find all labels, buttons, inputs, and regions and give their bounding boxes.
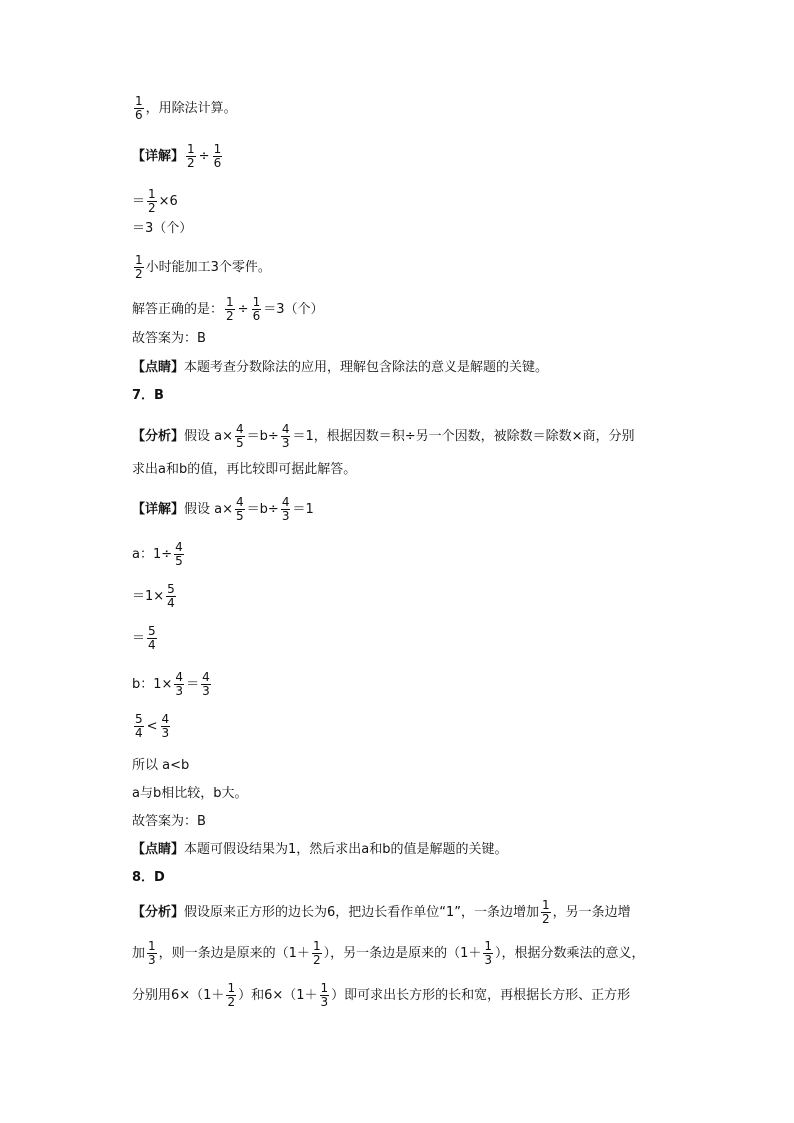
- fraction: $\frac{1}{2}$: [227, 981, 236, 1009]
- fraction: $\frac{4}{3}$: [202, 670, 210, 698]
- q7-analysis-line2: 求出a和b的值，再比较即可据此解答。: [132, 462, 357, 477]
- fraction: $\frac{4}{3}$: [175, 670, 184, 698]
- q8-title: 8．D: [132, 870, 165, 885]
- fraction: $\frac{1}{3}$: [148, 939, 156, 967]
- q8-analysis-line1: 【分析】 假设原来正方形的边长为6，把边长看作单位“1”，一条边增加 $\frac{1}{2}$ ，另一条边增: [132, 898, 631, 926]
- fraction: $\frac{4}{3}$: [281, 495, 290, 523]
- q7-a-step-3: ＝ $\frac{5}{4}$: [132, 624, 156, 652]
- fraction: $\frac{1}{2}$: [542, 898, 550, 926]
- q6-correct-line: 解答正确的是： $\frac{1}{2}$ ÷ $\frac{1}{6}$ ＝3（个）: [132, 295, 324, 323]
- fraction: $\frac{1}{3}$: [484, 939, 492, 967]
- q7-b-step: b：1× $\frac{4}{3}$ ＝ $\frac{4}{3}$: [132, 670, 210, 698]
- q8-analysis-line2: 加 $\frac{1}{3}$ ，则一条边是原来的（1＋ $\frac{1}{2}$ ），另一条边是原来的（1＋ $\frac{1}{3}$ ），根据分数乘法的意义，: [132, 939, 645, 967]
- q7-compare-fractions: $\frac{5}{4}$ < $\frac{4}{3}$: [135, 712, 170, 740]
- fraction: $\frac{5}{4}$: [167, 582, 175, 610]
- fraction: $\frac{1}{3}$: [320, 981, 329, 1009]
- q7-a-step-2: ＝1× $\frac{5}{4}$: [132, 582, 175, 610]
- q6-step-2: ＝3（个）: [132, 221, 193, 236]
- q7-comment: 【点睛】 本题可假设结果为1，然后求出a和b的值是解题的关键。: [132, 842, 508, 857]
- fraction: $\frac{1}{6}$: [135, 94, 143, 122]
- fraction: $\frac{1}{6}$: [252, 295, 261, 323]
- q6-comment: 【点睛】 本题考查分数除法的应用，理解包含除法的意义是解题的关键。: [132, 360, 549, 375]
- q7-so: 所以 a<b: [132, 758, 190, 773]
- q7-title: 7．B: [132, 388, 164, 403]
- q8-analysis-line3: 分别用6×（1＋ $\frac{1}{2}$ ）和6×（1＋ $\frac{1}{3}$ ）即可求出长方形的长和宽，再根据长方形、正方形: [132, 981, 631, 1009]
- q7-a-step-1: a：1÷ $\frac{4}{5}$: [132, 540, 183, 568]
- q6-conclusion: $\frac{1}{2}$ 小时能加工3个零件。: [135, 253, 271, 281]
- fraction: $\frac{5}{4}$: [135, 712, 143, 740]
- fraction: $\frac{1}{2}$: [226, 295, 234, 323]
- q6-analysis-end: $\frac{1}{6}$ ，用除法计算。: [135, 94, 237, 122]
- q7-compare-text: a与b相比较，b大。: [132, 786, 248, 801]
- fraction: $\frac{4}{5}$: [175, 540, 183, 568]
- q7-answer: 故答案为：B: [132, 814, 206, 829]
- q6-step-1: ＝ $\frac{1}{2}$ ×6: [132, 187, 178, 215]
- q6-answer: 故答案为：B: [132, 331, 206, 346]
- fraction: $\frac{1}{2}$: [135, 253, 143, 281]
- fraction: $\frac{1}{2}$: [312, 939, 321, 967]
- fraction: $\frac{4}{3}$: [281, 422, 290, 450]
- q7-detail-line: 【详解】 假设 a× $\frac{4}{5}$ ＝b÷ $\frac{4}{3}$ ＝1: [132, 495, 314, 523]
- fraction: $\frac{4}{5}$: [236, 422, 244, 450]
- fraction: $\frac{5}{4}$: [148, 624, 156, 652]
- fraction: $\frac{4}{3}$: [161, 712, 170, 740]
- fraction: $\frac{1}{2}$: [187, 142, 195, 170]
- q6-detail-line: 【详解】 $\frac{1}{2}$ ÷ $\frac{1}{6}$: [132, 142, 222, 170]
- q7-analysis-line1: 【分析】 假设 a× $\frac{4}{5}$ ＝b÷ $\frac{4}{3}$ ＝1，根据因数＝积÷另一个因数，被除数＝除数×商，分别: [132, 422, 635, 450]
- fraction: $\frac{4}{5}$: [236, 495, 244, 523]
- fraction: $\frac{1}{6}$: [213, 142, 222, 170]
- fraction: $\frac{1}{2}$: [148, 187, 156, 215]
